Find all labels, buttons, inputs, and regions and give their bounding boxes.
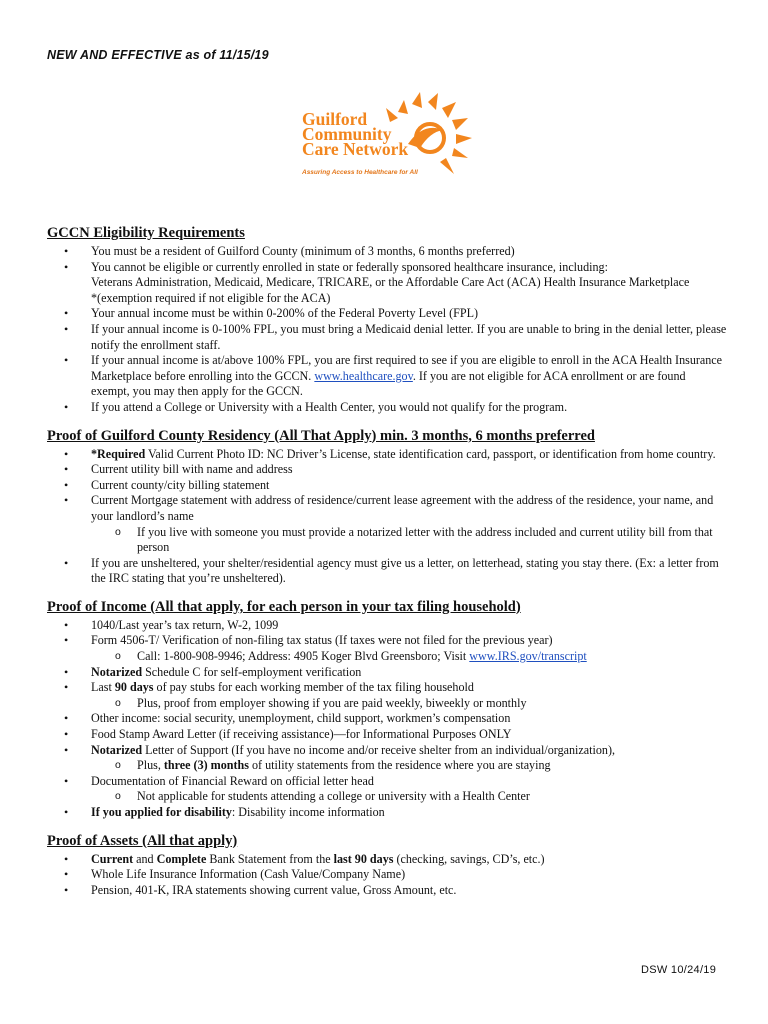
- logo-tagline: Assuring Access to Healthcare for All: [302, 169, 418, 176]
- eligibility-section: [47, 225, 727, 416]
- sub-list-item: o Not applicable for students attending a college or university with a Health Center: [47, 789, 727, 805]
- sub-list-item: o Plus, proof from employer showing if you are paid weekly, biweekly or monthly: [47, 696, 727, 712]
- list-item: • Food Stamp Award Letter (if receiving assistance)—for Informational Purposes ONLY: [47, 727, 727, 743]
- list-item: • Whole Life Insurance Information (Cash Value/Company Name): [47, 867, 727, 883]
- list-item: • If you attend a College or University with a Health Center, you would not qualify for the program.: [47, 400, 727, 416]
- list-item: • Your annual income must be within 0-200% of the Federal Poverty Level (FPL): [47, 306, 727, 322]
- eligibility-heading: GCCN Eligibility Requirements: [47, 225, 245, 241]
- list-item: • Documentation of Financial Reward on official letter head: [47, 774, 727, 790]
- assets-section: [47, 833, 727, 899]
- list-item: • Current Mortgage statement with address of residence/current lease agreement with the address of the residence, your name, and your landlord’s name: [47, 493, 727, 524]
- gccn-logo: [298, 92, 478, 187]
- list-item: • Last 90 days of pay stubs for each working member of the tax filing household: [47, 680, 727, 696]
- assets-heading: Proof of Assets (All that apply): [47, 832, 238, 849]
- list-item: • Notarized Letter of Support (If you have no income and/or receive shelter from an individual/organization),: [47, 743, 727, 759]
- list-item: • Current utility bill with name and address: [47, 462, 727, 478]
- logo-wordmark: Guilford Community Care Network: [302, 109, 409, 159]
- income-heading: Proof of Income (All that apply, for each person in your tax filing household): [47, 598, 521, 615]
- list-item: • Current and Complete Bank Statement from the last 90 days (checking, savings, CD’s, etc.): [47, 852, 727, 868]
- effective-date-note: NEW AND EFFECTIVE as of 11/15/19: [47, 48, 269, 62]
- sub-list-item: o If you live with someone you must provide a notarized letter with the address included and current utility bill from that person: [47, 525, 727, 556]
- list-item: • Current county/city billing statement: [47, 478, 727, 494]
- healthcare-gov-link[interactable]: www.healthcare.gov: [314, 368, 413, 383]
- list-item: • If you are unsheltered, your shelter/residential agency must give us a letter, on letterhead, stating you stay there. (Ex: a letter from the IRC stating that you’re unsheltered).: [47, 556, 727, 587]
- list-item: • 1040/Last year’s tax return, W-2, 1099: [47, 618, 727, 634]
- residency-section: [47, 428, 727, 587]
- sub-list-item: o Plus, three (3) months of utility statements from the residence where you are staying: [47, 758, 727, 774]
- list-item: • Form 4506-T/ Verification of non-filing tax status (If taxes were not filed for the previous year): [47, 633, 727, 649]
- revision-footer: DSW 10/24/19: [641, 964, 717, 976]
- list-item: • Notarized Schedule C for self-employment verification: [47, 665, 727, 681]
- list-item: • You cannot be eligible or currently enrolled in state or federally sponsored healthcare insurance, including: Veterans Administration, Medicaid, Medicare, TRICARE, or the Affordable Care Act (ACA) Health Insurance Marketplace *(exemption required if not eligible for the ACA): [47, 260, 727, 307]
- document-body: [47, 225, 727, 910]
- list-item: • You must be a resident of Guilford County (minimum of 3 months, 6 months preferred): [47, 244, 727, 260]
- residency-heading: Proof of Guilford County Residency (All That Apply) min. 3 months, 6 months preferred: [47, 427, 595, 444]
- list-item: • If you applied for disability: Disability income information: [47, 805, 727, 821]
- list-item: • Pension, 401-K, IRA statements showing current value, Gross Amount, etc.: [47, 883, 727, 899]
- list-item: • *Required Valid Current Photo ID: NC Driver’s License, state identification card, passport, or identification from home country.: [47, 447, 727, 463]
- list-item: • If your annual income is 0-100% FPL, you must bring a Medicaid denial letter. If you are unable to bring in the denial letter, please notify the enrollment staff.: [47, 322, 727, 353]
- list-item: • If your annual income is at/above 100% FPL, you are first required to see if you are eligible to enroll in the ACA Health Insurance Marketplace before enrolling into the GCCN. www.healthcare.gov. If you are not eligible for ACA enrollment or are found exempt, you may then apply for the GCCN.: [47, 353, 727, 400]
- list-item: • Other income: social security, unemployment, child support, workmen’s compensation: [47, 711, 727, 727]
- income-section: [47, 599, 727, 821]
- irs-transcript-link[interactable]: www.IRS.gov/transcript: [469, 649, 587, 664]
- sub-list-item: o Call: 1-800-908-9946; Address: 4905 Koger Blvd Greensboro; Visit www.IRS.gov/transcript: [47, 649, 727, 665]
